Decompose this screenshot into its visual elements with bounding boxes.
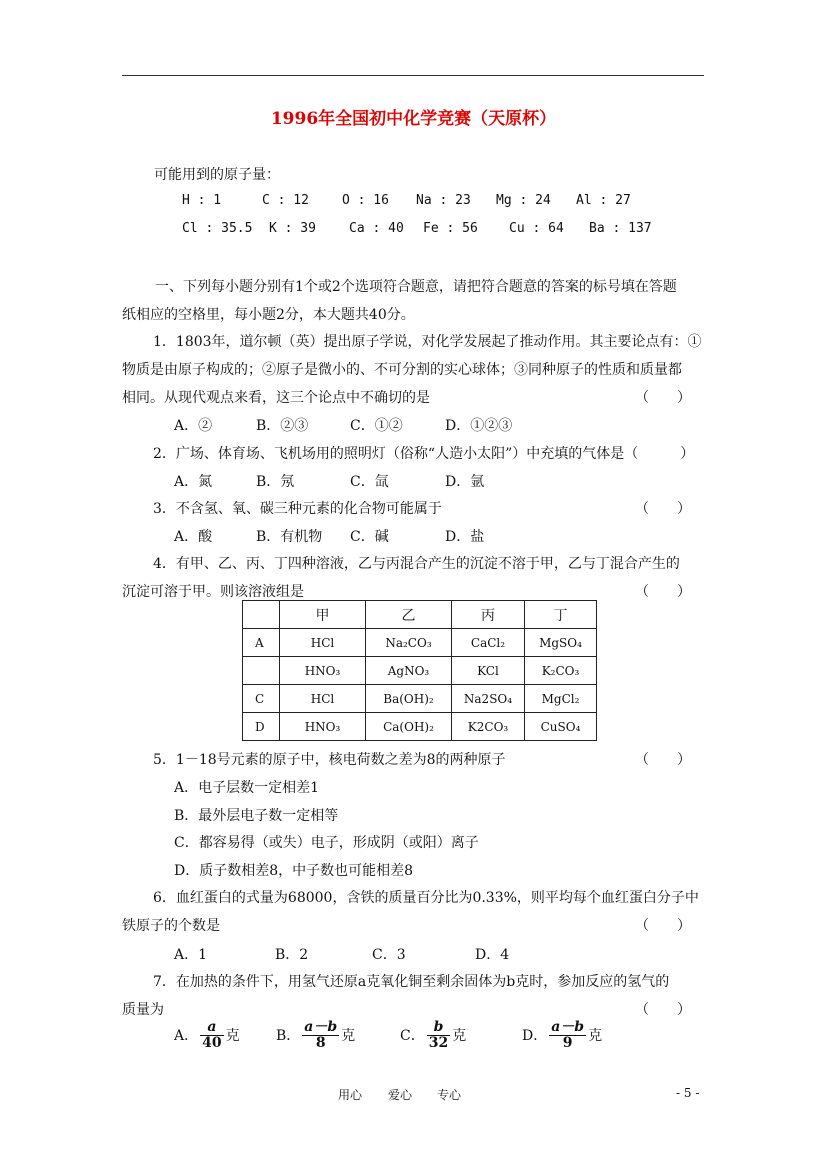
footer-text-1: 用心 [338, 1088, 363, 1102]
q5-option-b: B．最外层电子数一定相等 [174, 808, 339, 824]
q5-option-a: A．电子层数一定相差1 [174, 780, 320, 796]
q1-line1: 1．1803年，道尔顿（英）提出原子学说，对化学发展起了推动作用。其主要论点有：① [153, 334, 702, 350]
q7-option-b [276, 1020, 355, 1052]
table-cell: HCl [280, 685, 366, 713]
table-header-cell: 丙 [452, 601, 525, 629]
q1-option-b: B．②③ [256, 418, 309, 434]
atomic-mass-cu: Cu : 64 [509, 221, 564, 236]
footer-text-2: 爱心 [388, 1088, 413, 1102]
q3-option-b: B．有机物 [256, 529, 323, 545]
fraction-denominator: 8 [315, 1035, 326, 1052]
q3-line1: 3．不含氢、氧、碳三种元素的化合物可能属于 [153, 501, 442, 517]
table-cell: KCl [452, 657, 525, 685]
q2-option-a: A．氮 [174, 474, 213, 490]
q6-option-c: C．3 [372, 947, 406, 963]
table-cell: Na2SO₄ [452, 685, 525, 713]
section-intro-line1: 一、下列每小题分别有1个或2个选项符合题意，请把符合题意的答案的标号填在答题 [155, 279, 677, 295]
atomic-mass-k: K : 39 [269, 221, 316, 236]
atomic-mass-fe: Fe : 56 [423, 221, 478, 236]
atomic-mass-al: Al : 27 [576, 193, 631, 208]
unit: 克 [452, 1027, 467, 1044]
q5-line1: 5．1－18号元素的原子中，核电荷数之差为8的两种原子 [153, 752, 506, 768]
page-number: - 5 - [676, 1086, 700, 1100]
table-row [243, 629, 597, 657]
q3-option-c: C．碱 [350, 529, 389, 545]
atomic-mass-mg: Mg : 24 [496, 193, 551, 208]
table-cell: A [243, 629, 280, 657]
q4-line1: 4．有甲、乙、丙、丁四种溶液，乙与丙混合产生的沉淀不溶于甲，乙与丁混合产生的 [153, 556, 680, 572]
table-header-cell: 乙 [366, 601, 452, 629]
fraction-numerator: b [427, 1020, 450, 1036]
q1-line3: 相同。从现代观点来看，这三个论点中不确切的是 [122, 390, 430, 406]
fraction [200, 1020, 223, 1052]
atomic-mass-cl: Cl : 35.5 [182, 221, 253, 236]
q1-answer-blank: （ ） [635, 390, 691, 406]
option-letter: D． [522, 1027, 548, 1044]
fraction [302, 1020, 339, 1052]
q2-option-d: D．氩 [445, 474, 485, 490]
unit: 克 [588, 1027, 603, 1044]
unit: 克 [225, 1027, 240, 1044]
table-cell: AgNO₃ [366, 657, 452, 685]
table-cell: MgSO₄ [525, 629, 597, 657]
fraction-numerator: a－b [551, 1019, 585, 1035]
q5-option-c: C．都容易得（或失）电子，形成阴（或阳）离子 [174, 835, 479, 851]
fraction-denominator: 40 [202, 1035, 222, 1052]
q5-answer-blank: （ ） [635, 752, 691, 768]
table-cell: HNO₃ [280, 657, 366, 685]
table-cell: HNO₃ [280, 713, 366, 741]
q7-line2: 质量为 [122, 1002, 164, 1018]
q6-line2: 铁原子的个数是 [122, 918, 220, 934]
q7-option-d [522, 1020, 602, 1052]
option-letter: B． [276, 1027, 301, 1044]
footer-text-3: 专心 [437, 1088, 462, 1102]
q2-option-b: B．氖 [256, 474, 295, 490]
fraction [427, 1020, 450, 1052]
table-row [243, 657, 597, 685]
table-header-cell: 丁 [525, 601, 597, 629]
fraction-denominator: 9 [562, 1035, 573, 1052]
fraction-numerator: a－b [304, 1019, 338, 1035]
table-header-cell [243, 601, 280, 629]
fraction-numerator: a [200, 1020, 223, 1036]
q7-line1: 7．在加热的条件下，用氢气还原a克氧化铜至剩余固体为b克时，参加反应的氢气的 [153, 974, 670, 990]
table-row [243, 685, 597, 713]
atomic-mass-c: C : 12 [262, 193, 309, 208]
option-letter: A． [174, 1027, 199, 1044]
q1-option-c: C．①② [350, 418, 403, 434]
atomic-mass-h: H : 1 [182, 193, 222, 208]
q4-answer-blank: （ ） [635, 584, 691, 600]
atomic-mass-ca: Ca : 40 [349, 221, 404, 236]
q1-line2: 物质是由原子构成的；②原子是微小的、不可分割的实心球体；③同种原子的性质和质量都 [122, 362, 682, 378]
q7-option-a [174, 1020, 240, 1052]
option-letter: C． [400, 1027, 425, 1044]
header-rule [122, 75, 704, 76]
q6-answer-blank: （ ） [635, 918, 691, 934]
table-cell: CaCl₂ [452, 629, 525, 657]
q7-option-c [400, 1020, 466, 1052]
q6-option-a: A．1 [174, 947, 208, 963]
unit: 克 [341, 1027, 356, 1044]
q6-option-d: D．4 [475, 947, 510, 963]
table-cell: Na₂CO₃ [366, 629, 452, 657]
table-cell: CuSO₄ [525, 713, 597, 741]
section-intro-line2: 纸相应的空格里，每小题2分，本大题共40分。 [122, 307, 415, 323]
table-row [243, 713, 597, 741]
q2-option-c: C．氙 [350, 474, 389, 490]
q3-option-a: A．酸 [174, 529, 213, 545]
table-cell: D [243, 713, 280, 741]
table-cell: Ca(OH)₂ [366, 713, 452, 741]
q1-option-d: D．①②③ [445, 418, 513, 434]
table-header-cell: 甲 [280, 601, 366, 629]
table-cell: K2CO₃ [452, 713, 525, 741]
q2-line1: 2．广场、体育场、飞机场用的照明灯（俗称“人造小太阳”）中充填的气体是（ ） [153, 446, 695, 462]
atomic-mass-label: 可能用到的原子量： [154, 167, 280, 183]
q3-answer-blank: （ ） [635, 501, 691, 517]
solution-table [242, 600, 597, 741]
table-cell: C [243, 685, 280, 713]
q4-line2: 沉淀可溶于甲。则该溶液组是 [122, 584, 304, 600]
table-cell: MgCl₂ [525, 685, 597, 713]
q7-answer-blank: （ ） [635, 1002, 691, 1018]
page-title: 1996年全国初中化学竞赛（天原杯） [270, 109, 557, 129]
atomic-mass-na: Na : 23 [416, 193, 471, 208]
q6-option-b: B．2 [275, 947, 309, 963]
q1-option-a: A．② [174, 418, 213, 434]
table-cell: K₂CO₃ [525, 657, 597, 685]
q3-option-d: D．盐 [445, 529, 485, 545]
atomic-mass-o: O : 16 [342, 193, 389, 208]
fraction-denominator: 32 [428, 1035, 449, 1052]
table-cell: HCl [280, 629, 366, 657]
table-cell [243, 657, 280, 685]
table-header-row [243, 601, 597, 629]
fraction [549, 1020, 586, 1052]
q5-option-d: D．质子数相差8，中子数也可能相差8 [174, 863, 414, 879]
table-cell: Ba(OH)₂ [366, 685, 452, 713]
q6-line1: 6．血红蛋白的式量为68000，含铁的质量百分比为0.33%，则平均每个血红蛋白分子中 [153, 890, 699, 906]
atomic-mass-ba: Ba : 137 [589, 221, 652, 236]
